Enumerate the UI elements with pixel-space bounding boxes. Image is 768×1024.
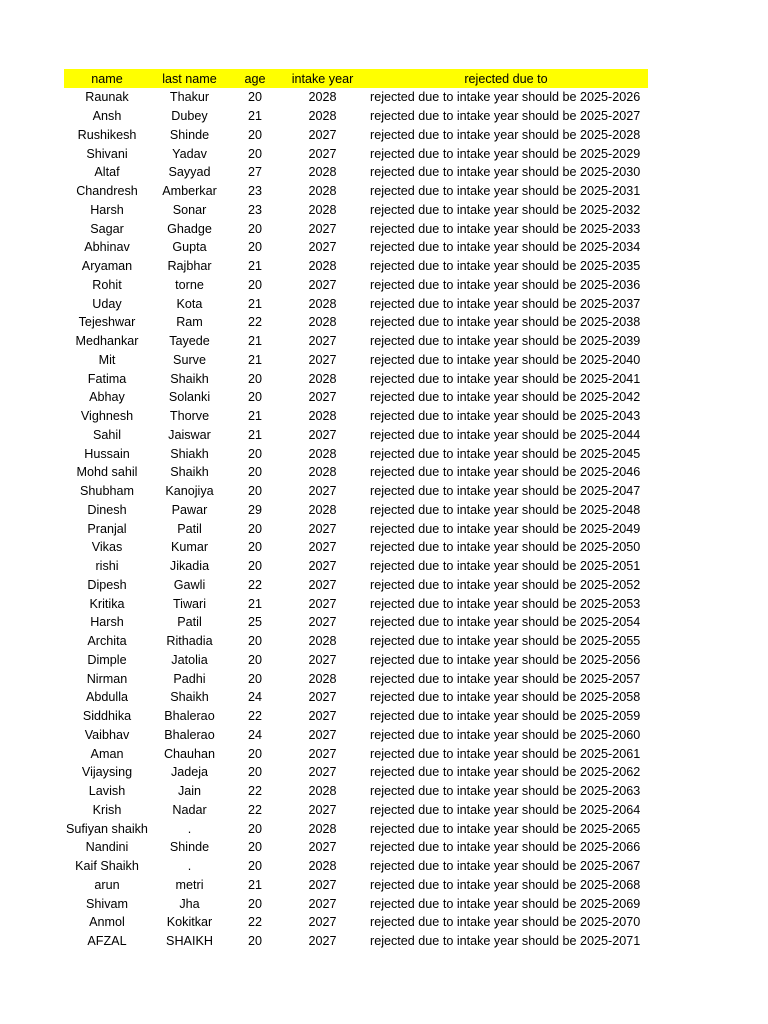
cell-name[interactable]: Kaif Shaikh [75,859,139,874]
cell-rejected-due-to[interactable]: rejected due to intake year should be 2025-2057 [370,671,641,686]
table-row [64,369,648,388]
table-row [64,276,648,295]
cell-age[interactable]: 22 [247,709,262,724]
cell-name[interactable]: Archita [87,634,127,649]
cell-age[interactable]: 24 [247,690,262,705]
cell-last-name[interactable]: Patil [177,615,202,630]
cell-name[interactable]: rishi [95,559,119,574]
cell-rejected-due-to[interactable]: rejected due to intake year should be 2025-2039 [370,334,641,349]
cell-last-name[interactable]: Bhalerao [164,727,215,742]
cell-age[interactable]: 22 [247,784,262,799]
table-row [64,107,648,126]
cell-last-name[interactable]: Thakur [169,90,210,105]
cell-intake-year[interactable]: 2027 [308,615,337,630]
table-row [64,538,648,557]
cell-name[interactable]: Vijaysing [81,765,133,780]
cell-rejected-due-to[interactable]: rejected due to intake year should be 2025-2067 [370,859,641,874]
cell-name[interactable]: arun [94,877,120,892]
cell-age[interactable]: 20 [247,540,262,555]
cell-intake-year[interactable]: 2027 [308,484,337,499]
cell-last-name[interactable]: Kanojiya [165,484,214,499]
cell-age[interactable]: 20 [247,390,262,405]
cell-rejected-due-to[interactable]: rejected due to intake year should be 2025-2070 [370,915,641,930]
cell-intake-year[interactable]: 2028 [308,371,337,386]
table-row [64,238,648,257]
table-row [64,632,648,651]
cell-rejected-due-to[interactable]: rejected due to intake year should be 2025-2029 [370,146,641,161]
cell-name[interactable]: Rushikesh [77,127,137,142]
table-row [64,219,648,238]
cell-name[interactable]: Altaf [94,165,120,180]
header-age[interactable]: age [229,69,281,88]
table-row [64,426,648,445]
cell-intake-year[interactable]: 2027 [308,146,337,161]
cell-intake-year[interactable]: 2027 [308,877,337,892]
cell-intake-year[interactable]: 2028 [308,165,337,180]
cell-name[interactable]: Anmol [89,915,125,930]
cell-rejected-due-to[interactable]: rejected due to intake year should be 2025-2037 [370,296,641,311]
table-row [64,444,648,463]
cell-intake-year[interactable]: 2028 [308,784,337,799]
cell-last-name[interactable]: Pawar [171,502,208,517]
cell-rejected-due-to[interactable]: rejected due to intake year should be 2025-2026 [370,90,641,105]
cell-age[interactable]: 21 [247,352,262,367]
cell-age[interactable]: 20 [247,484,262,499]
cell-last-name[interactable]: Amberkar [162,184,217,199]
cell-rejected-due-to[interactable]: rejected due to intake year should be 2025-2032 [370,202,641,217]
cell-name[interactable]: Vaibhav [84,727,130,742]
cell-rejected-due-to[interactable]: rejected due to intake year should be 2025-2071 [370,934,641,949]
cell-age[interactable]: 24 [247,727,262,742]
cell-last-name[interactable]: Rithadia [166,634,213,649]
cell-name[interactable]: Shivam [86,896,128,911]
cell-rejected-due-to[interactable]: rejected due to intake year should be 2025-2062 [370,765,641,780]
cell-last-name[interactable]: Tayede [169,334,210,349]
cell-name[interactable]: Tejeshwar [78,315,136,330]
cell-age[interactable]: 20 [247,221,262,236]
cell-intake-year[interactable]: 2027 [308,577,337,592]
cell-age[interactable]: 20 [247,465,262,480]
cell-intake-year[interactable]: 2027 [308,559,337,574]
cell-rejected-due-to[interactable]: rejected due to intake year should be 2025-2034 [370,240,641,255]
cell-name[interactable]: Harsh [90,202,124,217]
cell-intake-year[interactable]: 2028 [308,259,337,274]
cell-rejected-due-to[interactable]: rejected due to intake year should be 2025-2043 [370,409,641,424]
cell-age[interactable]: 22 [247,577,262,592]
cell-age[interactable]: 27 [247,165,262,180]
cell-rejected-due-to[interactable]: rejected due to intake year should be 2025-2058 [370,690,641,705]
cell-last-name[interactable]: Thorve [169,409,210,424]
cell-rejected-due-to[interactable]: rejected due to intake year should be 2025-2052 [370,577,641,592]
cell-age[interactable]: 21 [247,427,262,442]
table-row [64,707,648,726]
cell-age[interactable]: 23 [247,202,262,217]
cell-age[interactable]: 22 [247,915,262,930]
cell-age[interactable]: 21 [247,259,262,274]
cell-rejected-due-to[interactable]: rejected due to intake year should be 2025-2053 [370,596,641,611]
cell-rejected-due-to[interactable]: rejected due to intake year should be 2025-2045 [370,446,641,461]
table-row [64,351,648,370]
cell-intake-year[interactable]: 2027 [308,221,337,236]
table-row [64,669,648,688]
cell-last-name[interactable]: Jadeja [170,765,209,780]
table-row [64,332,648,351]
cell-intake-year[interactable]: 2027 [308,802,337,817]
cell-rejected-due-to[interactable]: rejected due to intake year should be 2025-2065 [370,821,641,836]
cell-rejected-due-to[interactable]: rejected due to intake year should be 2025-2060 [370,727,641,742]
cell-intake-year[interactable]: 2028 [308,859,337,874]
table-row [64,463,648,482]
cell-name[interactable]: Abhinav [84,240,130,255]
cell-age[interactable]: 20 [247,746,262,761]
table-row [64,294,648,313]
header-row [64,69,648,88]
cell-name[interactable]: Aryaman [81,259,133,274]
cell-name[interactable]: Nandini [85,840,129,855]
cell-name[interactable]: Shubham [80,484,134,499]
cell-name[interactable]: Uday [92,296,122,311]
cell-rejected-due-to[interactable]: rejected due to intake year should be 2025-2064 [370,802,641,817]
rejection-table [64,69,648,951]
cell-last-name[interactable]: metri [175,877,204,892]
cell-rejected-due-to[interactable]: rejected due to intake year should be 2025-2069 [370,896,641,911]
cell-age[interactable]: 21 [247,296,262,311]
cell-last-name[interactable]: Shaikh [170,371,209,386]
cell-intake-year[interactable]: 2027 [308,596,337,611]
cell-name[interactable]: Sufiyan shaikh [66,821,148,836]
cell-last-name[interactable]: . [187,821,192,836]
cell-last-name[interactable]: Jaiswar [168,427,211,442]
cell-age[interactable]: 20 [247,671,262,686]
cell-intake-year[interactable]: 2028 [308,446,337,461]
cell-intake-year[interactable]: 2027 [308,840,337,855]
cell-name[interactable]: Siddhika [82,709,132,724]
table-row [64,594,648,613]
cell-age[interactable]: 20 [247,90,262,105]
cell-name[interactable]: Sagar [90,221,124,236]
cell-rejected-due-to[interactable]: rejected due to intake year should be 2025-2048 [370,502,641,517]
cell-last-name[interactable]: Sayyad [168,165,211,180]
cell-rejected-due-to[interactable]: rejected due to intake year should be 2025-2038 [370,315,641,330]
table-row [64,182,648,201]
table-row [64,838,648,857]
cell-intake-year[interactable]: 2027 [308,521,337,536]
cell-intake-year[interactable]: 2028 [308,90,337,105]
cell-name[interactable]: Fatima [87,371,127,386]
cell-last-name[interactable]: Shaikh [170,465,209,480]
cell-age[interactable]: 20 [247,765,262,780]
cell-name[interactable]: Chandresh [76,184,138,199]
cell-last-name[interactable]: Jatolia [171,652,208,667]
cell-age[interactable]: 20 [247,634,262,649]
cell-intake-year[interactable]: 2027 [308,427,337,442]
cell-name[interactable]: Vikas [91,540,123,555]
cell-intake-year[interactable]: 2028 [308,502,337,517]
cell-name[interactable]: Krish [92,802,122,817]
cell-rejected-due-to[interactable]: rejected due to intake year should be 2025-2051 [370,559,641,574]
cell-rejected-due-to[interactable]: rejected due to intake year should be 2025-2046 [370,465,641,480]
cell-rejected-due-to[interactable]: rejected due to intake year should be 2025-2068 [370,877,641,892]
cell-age[interactable]: 21 [247,109,262,124]
cell-name[interactable]: Mit [98,352,116,367]
table-row [64,163,648,182]
cell-rejected-due-to[interactable]: rejected due to intake year should be 2025-2049 [370,521,641,536]
cell-rejected-due-to[interactable]: rejected due to intake year should be 2025-2063 [370,784,641,799]
table-row [64,894,648,913]
table-row [64,726,648,745]
cell-rejected-due-to[interactable]: rejected due to intake year should be 2025-2030 [370,165,641,180]
cell-age[interactable]: 20 [247,859,262,874]
cell-last-name[interactable]: Ghadge [167,221,212,236]
cell-name[interactable]: Vighnesh [80,409,134,424]
cell-last-name[interactable]: Shinde [169,127,210,142]
cell-last-name[interactable]: Rajbhar [167,259,212,274]
cell-last-name[interactable]: Kota [176,296,203,311]
table-row [64,782,648,801]
cell-last-name[interactable]: SHAIKH [166,934,213,949]
cell-intake-year[interactable]: 2028 [308,634,337,649]
cell-intake-year[interactable]: 2027 [308,652,337,667]
table-row [64,801,648,820]
cell-intake-year[interactable]: 2027 [308,334,337,349]
table-row [64,407,648,426]
cell-intake-year[interactable]: 2027 [308,240,337,255]
cell-last-name[interactable]: Ram [176,315,203,330]
table-row [64,876,648,895]
cell-name[interactable]: Dinesh [87,502,127,517]
table-row [64,763,648,782]
table-row [64,388,648,407]
cell-rejected-due-to[interactable]: rejected due to intake year should be 2025-2041 [370,371,641,386]
cell-name[interactable]: Hussain [84,446,130,461]
cell-rejected-due-to[interactable]: rejected due to intake year should be 2025-2061 [370,746,641,761]
cell-last-name[interactable]: Solanki [168,390,211,405]
cell-rejected-due-to[interactable]: rejected due to intake year should be 2025-2031 [370,184,641,199]
cell-last-name[interactable]: Kumar [170,540,209,555]
cell-intake-year[interactable]: 2027 [308,352,337,367]
cell-name[interactable]: Lavish [88,784,126,799]
cell-last-name[interactable]: Kokitkar [166,915,213,930]
cell-rejected-due-to[interactable]: rejected due to intake year should be 2025-2035 [370,259,641,274]
table-row [64,201,648,220]
cell-intake-year[interactable]: 2027 [308,709,337,724]
cell-rejected-due-to[interactable]: rejected due to intake year should be 2025-2040 [370,352,641,367]
cell-age[interactable]: 20 [247,127,262,142]
cell-name[interactable]: Pranjal [87,521,127,536]
table-row [64,744,648,763]
cell-age[interactable]: 20 [247,371,262,386]
cell-name[interactable]: Dipesh [87,577,127,592]
table-row [64,613,648,632]
cell-intake-year[interactable]: 2027 [308,896,337,911]
table-row [64,576,648,595]
table-row [64,932,648,951]
cell-last-name[interactable]: Jain [177,784,202,799]
cell-last-name[interactable]: Dubey [171,109,208,124]
cell-age[interactable]: 20 [247,559,262,574]
cell-name[interactable]: Raunak [85,90,129,105]
table-row [64,819,648,838]
header-last-name[interactable]: last name [150,69,229,88]
cell-intake-year[interactable]: 2028 [308,465,337,480]
header-name[interactable]: name [64,69,150,88]
cell-intake-year[interactable]: 2028 [308,671,337,686]
cell-name[interactable]: Ansh [92,109,122,124]
cell-last-name[interactable]: Jikadia [169,559,210,574]
cell-last-name[interactable]: Bhalerao [164,709,215,724]
table-row [64,519,648,538]
cell-last-name[interactable]: Yadav [172,146,207,161]
cell-last-name[interactable]: Gupta [172,240,207,255]
table-row [64,313,648,332]
cell-age[interactable]: 22 [247,315,262,330]
cell-name[interactable]: Abdulla [85,690,128,705]
cell-last-name[interactable]: Surve [173,352,206,367]
cell-intake-year[interactable]: 2027 [308,934,337,949]
cell-intake-year[interactable]: 2027 [308,390,337,405]
cell-age[interactable]: 20 [247,446,262,461]
table-body [64,88,648,951]
cell-intake-year[interactable]: 2028 [308,821,337,836]
cell-rejected-due-to[interactable]: rejected due to intake year should be 2025-2028 [370,127,641,142]
cell-intake-year[interactable]: 2028 [308,202,337,217]
cell-last-name[interactable]: Chauhan [163,746,216,761]
cell-last-name[interactable]: Nadar [172,802,207,817]
cell-intake-year[interactable]: 2028 [308,296,337,311]
cell-rejected-due-to[interactable]: rejected due to intake year should be 2025-2050 [370,540,641,555]
cell-name[interactable]: Abhay [89,390,125,405]
cell-rejected-due-to[interactable]: rejected due to intake year should be 2025-2066 [370,840,641,855]
cell-age[interactable]: 21 [247,877,262,892]
cell-name[interactable]: Harsh [90,615,124,630]
table-row [64,257,648,276]
cell-intake-year[interactable]: 2028 [308,109,337,124]
cell-name[interactable]: AFZAL [87,934,127,949]
table-row [64,482,648,501]
cell-age[interactable]: 25 [247,615,262,630]
cell-name[interactable]: Kritika [89,596,125,611]
cell-age[interactable]: 20 [247,277,262,292]
cell-last-name[interactable]: Shiakh [170,446,209,461]
cell-age[interactable]: 20 [247,521,262,536]
cell-rejected-due-to[interactable]: rejected due to intake year should be 2025-2055 [370,634,641,649]
cell-age[interactable]: 20 [247,146,262,161]
cell-last-name[interactable]: torne [175,277,204,292]
table-row [64,857,648,876]
cell-intake-year[interactable]: 2028 [308,184,337,199]
header-rejected-due-to[interactable]: rejected due to [364,69,648,88]
table-row [64,688,648,707]
cell-rejected-due-to[interactable]: rejected due to intake year should be 2025-2056 [370,652,641,667]
cell-last-name[interactable]: Shinde [169,840,210,855]
cell-age[interactable]: 20 [247,240,262,255]
cell-intake-year[interactable]: 2027 [308,277,337,292]
cell-last-name[interactable]: Sonar [172,202,207,217]
table-row [64,557,648,576]
cell-rejected-due-to[interactable]: rejected due to intake year should be 2025-2027 [370,109,641,124]
cell-age[interactable]: 23 [247,184,262,199]
cell-age[interactable]: 20 [247,840,262,855]
cell-rejected-due-to[interactable]: rejected due to intake year should be 2025-2033 [370,221,641,236]
cell-name[interactable]: Aman [90,746,124,761]
cell-rejected-due-to[interactable]: rejected due to intake year should be 2025-2042 [370,390,641,405]
cell-age[interactable]: 20 [247,934,262,949]
cell-name[interactable]: Nirman [86,671,128,686]
cell-name[interactable]: Mohd sahil [76,465,138,480]
cell-name[interactable]: Medhankar [75,334,139,349]
cell-last-name[interactable]: Patil [177,521,202,536]
cell-intake-year[interactable]: 2028 [308,409,337,424]
cell-rejected-due-to[interactable]: rejected due to intake year should be 2025-2059 [370,709,641,724]
cell-rejected-due-to[interactable]: rejected due to intake year should be 2025-2054 [370,615,641,630]
table-row [64,651,648,670]
table-row [64,88,648,107]
cell-age[interactable]: 20 [247,652,262,667]
cell-age[interactable]: 21 [247,409,262,424]
cell-age[interactable]: 21 [247,334,262,349]
table-row [64,501,648,520]
cell-name[interactable]: Rohit [92,277,122,292]
cell-intake-year[interactable]: 2027 [308,765,337,780]
cell-last-name[interactable]: Jha [179,896,200,911]
cell-last-name[interactable]: Padhi [173,671,206,686]
cell-intake-year[interactable]: 2027 [308,915,337,930]
cell-age[interactable]: 20 [247,821,262,836]
cell-name[interactable]: Dimple [87,652,127,667]
header-intake-year[interactable]: intake year [281,69,364,88]
table-row [64,913,648,932]
cell-name[interactable]: Shivani [86,146,128,161]
cell-intake-year[interactable]: 2027 [308,746,337,761]
cell-rejected-due-to[interactable]: rejected due to intake year should be 2025-2047 [370,484,641,499]
cell-intake-year[interactable]: 2028 [308,315,337,330]
table-row [64,144,648,163]
cell-rejected-due-to[interactable]: rejected due to intake year should be 2025-2044 [370,427,641,442]
cell-intake-year[interactable]: 2027 [308,727,337,742]
cell-age[interactable]: 29 [247,502,262,517]
cell-age[interactable]: 21 [247,596,262,611]
table-row [64,126,648,145]
cell-name[interactable]: Sahil [92,427,121,442]
cell-last-name[interactable]: Tiwari [172,596,207,611]
cell-rejected-due-to[interactable]: rejected due to intake year should be 2025-2036 [370,277,641,292]
cell-last-name[interactable]: Shaikh [170,690,209,705]
cell-intake-year[interactable]: 2027 [308,540,337,555]
cell-age[interactable]: 22 [247,802,262,817]
cell-intake-year[interactable]: 2027 [308,690,337,705]
cell-last-name[interactable]: . [187,859,192,874]
cell-last-name[interactable]: Gawli [173,577,206,592]
cell-intake-year[interactable]: 2027 [308,127,337,142]
cell-age[interactable]: 20 [247,896,262,911]
